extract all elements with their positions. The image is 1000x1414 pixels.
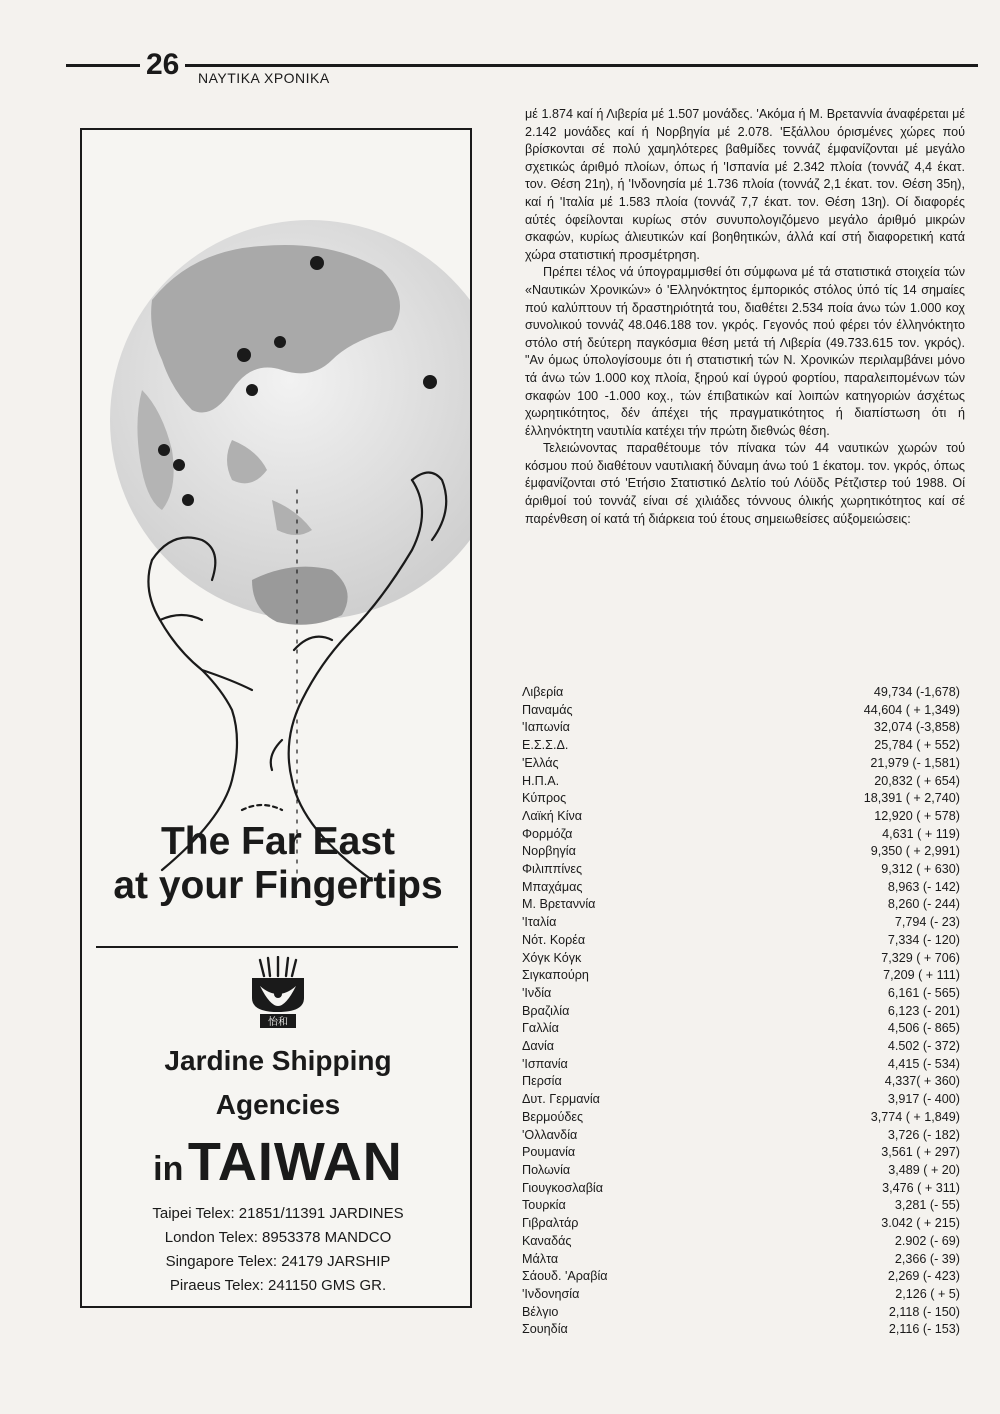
table-row <box>522 1321 962 1339</box>
table-row <box>522 1215 962 1233</box>
tonnage-cell: 3,281 (- 55) <box>894 1198 960 1213</box>
table-row <box>522 985 962 1003</box>
tonnage-cell: 6,123 (- 201) <box>887 1003 960 1018</box>
country-cell: 'Ινδία <box>522 985 552 1000</box>
map-dot <box>423 375 437 389</box>
tonnage-cell: 9,350 ( + 2,991) <box>870 844 960 859</box>
tonnage-cell: 3,917 (- 400) <box>887 1092 960 1107</box>
tonnage-cell: 12,920 ( + 578) <box>874 808 960 823</box>
country-cell: 'Ιταλία <box>522 915 557 930</box>
tonnage-table <box>522 684 962 1339</box>
article-paragraph: μέ 1.874 καί ή Λιβερία μέ 1.507 μονάδες. 'Ακόμα ή Μ. Βρεταννία άναφέρεται μέ 2.142 μονάδες καί ή Νορβηγία μέ 2.078. 'Εξάλλου όρισμένες χώρες πού βρίσκονται σέ πολύ χαμηλότερες βαθμίδες τοννάζ έμφανίζονται μέ μεγάλο σχετικώς άριθμό πλοίων, όπως ή 'Ισπανία μέ 2.342 πλοία (τοννάζ 4,4 έκατ. τον. Θέση 21η), ή 'Ινδονησία μέ 1.736 πλοία (τοννάζ 2,1 έκατ. τον. Θέση 35η), καί ή 'Ιταλία μέ 1.583 πλοία (τοννάζ 7,7 έκατ. τον. Θέση 13η). Οί διαφορές αύτές όφείλονται κυρίως στόν συνυπολογιζόμενο μεγάλο άριθμό μικρών σκαφών, κυρίως άλιευτικών καί βοηθητικών, άλλά καί στή διαφορετική κατά χώρα στατιστική προσμέτρηση. <box>525 107 965 262</box>
country-cell: Νότ. Κορέα <box>522 932 586 947</box>
table-row <box>522 1197 962 1215</box>
contact-line: Singapore Telex: 24179 JARSHIP <box>165 1253 391 1270</box>
table-row <box>522 826 962 844</box>
country-cell: 'Ινδονησία <box>522 1286 580 1301</box>
contact-line: London Telex: 8953378 MANDCO <box>164 1229 392 1246</box>
country-cell: Μ. Βρεταννία <box>522 897 596 912</box>
table-row <box>522 1286 962 1304</box>
country-cell: 'Ολλανδία <box>522 1127 578 1142</box>
map-dot <box>158 444 170 456</box>
table-row <box>522 790 962 808</box>
tonnage-cell: 7,329 ( + 706) <box>881 950 960 965</box>
thistle-logo-icon <box>246 956 310 1030</box>
table-row <box>522 950 962 968</box>
table-row <box>522 932 962 950</box>
table-row <box>522 1268 962 1286</box>
tonnage-cell: 3,476 ( + 311) <box>882 1180 960 1195</box>
country-cell: Γιουγκοσλαβία <box>522 1180 604 1195</box>
logo-text: 怡和 <box>268 1017 288 1028</box>
tonnage-cell: 3,774 ( + 1,849) <box>870 1109 960 1124</box>
table-row <box>522 914 962 932</box>
tonnage-cell: 4,506 (- 865) <box>887 1021 960 1036</box>
journal-title: ΝΑΥΤΙΚΑ ΧΡΟΝΙΚΑ <box>198 70 330 86</box>
tonnage-cell: 4,415 (- 534) <box>887 1056 960 1071</box>
country-cell: Καναδάς <box>522 1233 572 1248</box>
table-row <box>522 1144 962 1162</box>
page-number: 26 <box>140 50 185 80</box>
article-paragraph: Τελειώνοντας παραθέτουμε τόν πίνακα τών 44 ναυτικών χωρών τού κόσμου πού διαθέτουν ναυτιλιακή δύναμη άνω τού 1 έκατομ. τον. γκρός, όπως έμφανίζονται στό 'Ετήσιο Στατιστικό Δελτίο τού Λόϋδς Ρέτζιστερ τού 1988. Οί άριθμοί τού τοννάζ είναι σέ χιλιάδες τόννους όλικής χωρητικότητος καί σέ παρένθεση οί κατά τή διάρκεια τού έτους σημειωθείσες αύξομειώσεις: <box>525 441 965 526</box>
advertisement <box>80 128 472 1308</box>
ad-contacts <box>82 1202 472 1298</box>
tonnage-cell: 4,337( + 360) <box>884 1074 960 1089</box>
tonnage-cell: 3,489 ( + 20) <box>888 1162 960 1177</box>
table-row <box>522 967 962 985</box>
ad-headline: The Far East <box>160 820 396 863</box>
tonnage-cell: 2,116 (- 153) <box>888 1322 960 1337</box>
table-row <box>522 684 962 702</box>
table-row <box>522 1109 962 1127</box>
map-dot <box>182 494 194 506</box>
table-row <box>522 719 962 737</box>
ad-location <box>82 1130 472 1208</box>
country-cell: Σάουδ. 'Αραβία <box>522 1269 608 1284</box>
tonnage-cell: 8,260 (- 244) <box>887 897 960 912</box>
tonnage-cell: 3,561 ( + 297) <box>881 1145 960 1160</box>
tonnage-cell: 2,126 ( + 5) <box>895 1286 960 1301</box>
country-cell: Βραζιλία <box>522 1003 570 1018</box>
table-row <box>522 1020 962 1038</box>
map-dot <box>310 256 324 270</box>
country-cell: Φορμόζα <box>522 826 573 841</box>
article-body <box>525 106 965 528</box>
contact-line: Piraeus Telex: 241150 GMS GR. <box>169 1277 387 1294</box>
tonnage-cell: 2,269 (- 423) <box>887 1269 960 1284</box>
header-rule <box>66 64 978 67</box>
tonnage-cell: 2,118 (- 150) <box>888 1304 960 1319</box>
country-cell: 'Ελλάς <box>522 755 559 770</box>
ad-headline: at your Fingertips <box>113 864 443 907</box>
country-cell: Μπαχάμας <box>522 879 583 894</box>
country-cell: Κύπρος <box>522 791 567 806</box>
table-row <box>522 1056 962 1074</box>
country-cell: Παναμάς <box>522 702 573 717</box>
tonnage-cell: 3.042 ( + 215) <box>881 1216 960 1231</box>
country-cell: Λιβερία <box>522 685 564 699</box>
tonnage-cell: 32,074 (-3,858) <box>873 720 960 735</box>
table-row <box>522 1127 962 1145</box>
table-row <box>522 1003 962 1021</box>
country-cell: 'Ιαπωνία <box>522 720 570 735</box>
country-cell: Η.Π.Α. <box>522 773 560 788</box>
country-cell: Ε.Σ.Σ.Δ. <box>522 738 569 753</box>
country-cell: Μάλτα <box>522 1251 559 1266</box>
country-cell: Δυτ. Γερμανία <box>522 1092 600 1107</box>
globe-hand-illustration <box>82 210 472 910</box>
table-row <box>522 773 962 791</box>
table-row <box>522 1180 962 1198</box>
tonnage-cell: 7,334 (- 120) <box>887 932 960 947</box>
country-cell: Πολωνία <box>522 1162 571 1177</box>
country-cell: Βέλγιο <box>522 1304 559 1319</box>
location-prefix: in <box>153 1150 184 1188</box>
tonnage-cell: 2,366 (- 39) <box>894 1251 960 1266</box>
map-dot <box>237 348 251 362</box>
table-row <box>522 737 962 755</box>
country-cell: Τουρκία <box>522 1198 566 1213</box>
table-row <box>522 861 962 879</box>
tonnage-cell: 8,963 (- 142) <box>887 879 960 894</box>
map-dot <box>173 459 185 471</box>
country-cell: Φιλιππίνες <box>522 862 583 877</box>
tonnage-cell: 49,734 (-1,678) <box>873 685 960 699</box>
country-cell: Σουηδία <box>522 1322 568 1337</box>
table-row <box>522 1304 962 1322</box>
country-cell: Νορβηγία <box>522 844 576 859</box>
table-row <box>522 1251 962 1269</box>
tonnage-cell: 20,832 ( + 654) <box>874 773 960 788</box>
tonnage-cell: 4,631 ( + 119) <box>882 826 960 841</box>
table-row <box>522 702 962 720</box>
tonnage-cell: 21,979 (- 1,581) <box>870 755 960 770</box>
table-row <box>522 1162 962 1180</box>
tonnage-cell: 7,794 (- 23) <box>894 915 960 930</box>
map-dot <box>274 336 286 348</box>
table-row <box>522 1233 962 1251</box>
tonnage-cell: 9,312 ( + 630) <box>881 862 960 877</box>
table-row <box>522 843 962 861</box>
country-cell: Λαϊκή Κίνα <box>522 808 583 823</box>
tonnage-cell: 3,726 (- 182) <box>887 1127 960 1142</box>
tonnage-cell: 4.502 (- 372) <box>887 1039 960 1054</box>
table-row <box>522 755 962 773</box>
table-row <box>522 1038 962 1056</box>
table-row <box>522 879 962 897</box>
article-paragraph: Πρέπει τέλος νά ύπογραμμισθεί ότι σύμφωνα μέ τά στατιστικά στοιχεία τών «Ναυτικών Χρονικών» ό 'Ελληνόκτητος έμπορικός στόλος ύπό τίς 14 σημαίες πού καλύπτουν τή δραστηριότητά του, διαθέτει 2.534 ποία άνω τών 1.000 κοχ συνολικού τοννάζ 48.046.188 τον. γκρός. Γεγονός πού φέρει τόν έλληνόκτητο στόλο στή δεύτερη παγκόσμια θέση μετά τή Λιβερία (49.733.615 τον. γκρός). "Αν όμως ύπολογίσουμε ότι ή στατιστική τών Ν. Χρονικών περιλαμβάνει μόνο τά άνω τών 1.000 κοχ πλοία, ξηρού καί ύγρού φορτίου, παραλειπομένων τών σκαφών 100 -1.000 κοχ., τών έπιβατικών καί λοιπών κατηγοριών άσχέτως χωρητικότητος, δέν άπέχει τής πραγματικότητος ή διαπίστωση ότι ή έλληνόκτητη ναυτιλία κατέχει τήν πρώτη διεθνώς θέση. <box>525 265 965 438</box>
tonnage-cell: 7,209 ( + 111) <box>883 968 960 983</box>
country-cell: Γιβραλτάρ <box>522 1216 579 1231</box>
ad-divider <box>96 946 458 948</box>
country-cell: Περσία <box>522 1074 562 1089</box>
country-cell: Ρουμανία <box>522 1145 576 1160</box>
country-cell: Σιγκαπούρη <box>522 968 589 983</box>
company-name: Agencies <box>215 1089 341 1120</box>
table-row <box>522 896 962 914</box>
australia-landmass <box>252 567 348 625</box>
table-row <box>522 808 962 826</box>
company-name: Jardine Shipping <box>164 1045 392 1076</box>
contact-line: Taipei Telex: 21851/11391 JARDINES <box>152 1205 404 1222</box>
location-country: TAIWAN <box>187 1132 403 1192</box>
table-row <box>522 1073 962 1091</box>
country-cell: 'Ισπανία <box>522 1056 568 1071</box>
tonnage-cell: 44,604 ( + 1,349) <box>863 702 960 717</box>
tonnage-cell: 6,161 (- 565) <box>887 985 960 1000</box>
country-cell: Γαλλία <box>522 1021 559 1036</box>
tonnage-cell: 25,784 ( + 552) <box>874 738 960 753</box>
tonnage-cell: 2.902 (- 69) <box>894 1233 960 1248</box>
country-cell: Δανία <box>522 1039 555 1054</box>
map-dot <box>246 384 258 396</box>
country-cell: Χόγκ Κόγκ <box>522 950 582 965</box>
table-row <box>522 1091 962 1109</box>
tonnage-cell: 18,391 ( + 2,740) <box>863 791 960 806</box>
country-cell: Βερμούδες <box>522 1109 584 1124</box>
